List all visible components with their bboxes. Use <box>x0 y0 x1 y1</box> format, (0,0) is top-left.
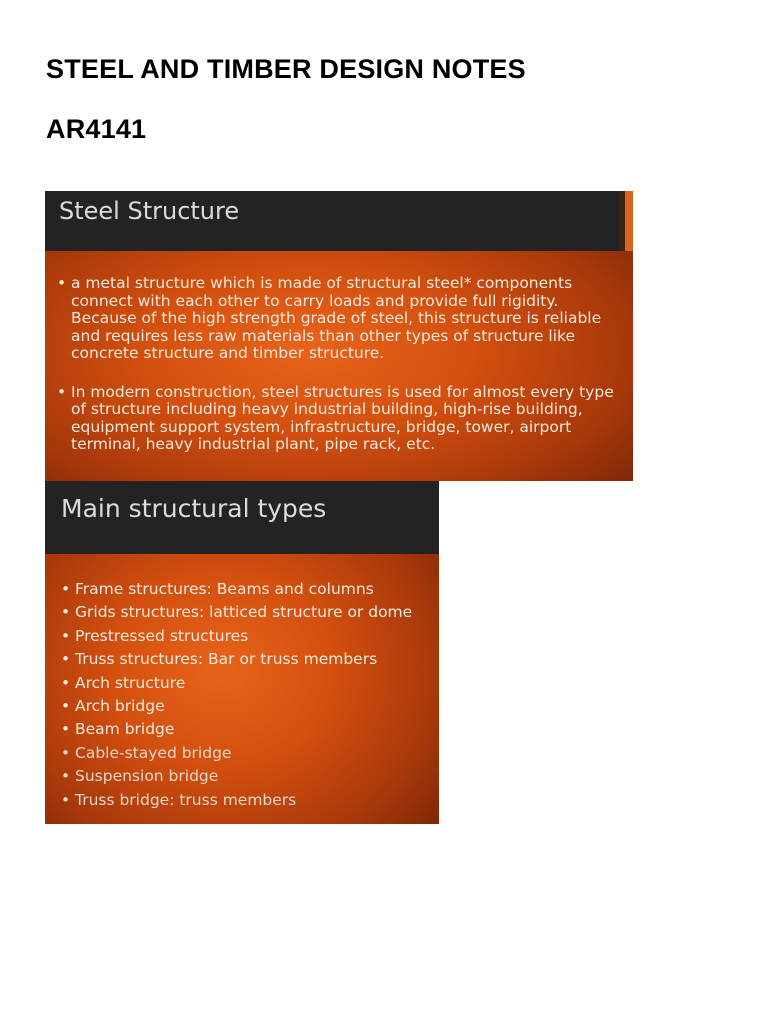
bullet-icon: • <box>61 767 71 786</box>
document-title: STEEL AND TIMBER DESIGN NOTES <box>46 54 526 84</box>
bullet-icon: • <box>61 720 71 739</box>
bullet-text: Cable-stayed bridge <box>75 743 232 762</box>
slide-heading: Main structural types <box>61 494 327 523</box>
slide-main-structural-types <box>45 481 439 824</box>
bullet-text: Suspension bridge <box>75 767 219 786</box>
slide-steel-structure <box>45 191 633 481</box>
list-item <box>61 648 435 671</box>
bullet-icon: • <box>61 603 71 622</box>
accent-bar <box>625 191 633 251</box>
list-item <box>61 672 435 695</box>
bullet-text: Prestressed structures <box>75 626 249 645</box>
slide-header <box>45 481 439 554</box>
list-item <box>61 578 435 601</box>
list-item <box>61 765 435 788</box>
bullet-icon: • <box>61 790 71 809</box>
bullet-text: Grids structures: latticed structure or dome <box>75 603 413 622</box>
bullet-icon: • <box>61 697 71 716</box>
bullet-icon: • <box>61 580 71 598</box>
list-item <box>61 625 435 648</box>
bullet-list <box>57 274 623 475</box>
bullet-icon: • <box>57 382 67 401</box>
bullet-icon: • <box>57 274 67 292</box>
bullet-icon: • <box>61 673 71 692</box>
bullet-text: a metal structure which is made of structural steel* components connect with each other to carry loads and provide full rigidity. Because of the high strength grade of steel, this structure is reliable and requires less raw materials than other types of structure like concrete structure and timber structure. <box>71 274 602 362</box>
list-item <box>61 718 435 741</box>
bullet-text: Arch bridge <box>75 697 165 716</box>
bullet-icon: • <box>61 743 71 762</box>
course-code: AR4141 <box>46 114 147 144</box>
slide-heading: Steel Structure <box>59 197 240 225</box>
bullet-icon: • <box>61 650 71 669</box>
list-item <box>61 695 435 718</box>
list-item <box>61 789 435 812</box>
bullet-list <box>61 578 435 812</box>
bullet-icon: • <box>61 626 71 645</box>
bullet-text: Truss bridge: truss members <box>75 790 297 809</box>
list-item <box>57 382 623 454</box>
bullet-text: In modern construction, steel structures is used for almost every type of structure including heavy industrial building, high-rise building, equipment support system, infrastructure, bridge, tower, airport terminal, heavy industrial plant, pipe rack, etc. <box>71 382 614 453</box>
list-item <box>57 274 623 363</box>
bullet-text: Truss structures: Bar or truss members <box>75 650 378 669</box>
list-item <box>61 601 435 624</box>
slide-header <box>45 191 633 251</box>
bullet-text: Beam bridge <box>75 720 175 739</box>
bullet-text: Arch structure <box>75 673 186 692</box>
list-item <box>61 742 435 765</box>
bullet-text: Frame structures: Beams and columns <box>75 580 374 598</box>
